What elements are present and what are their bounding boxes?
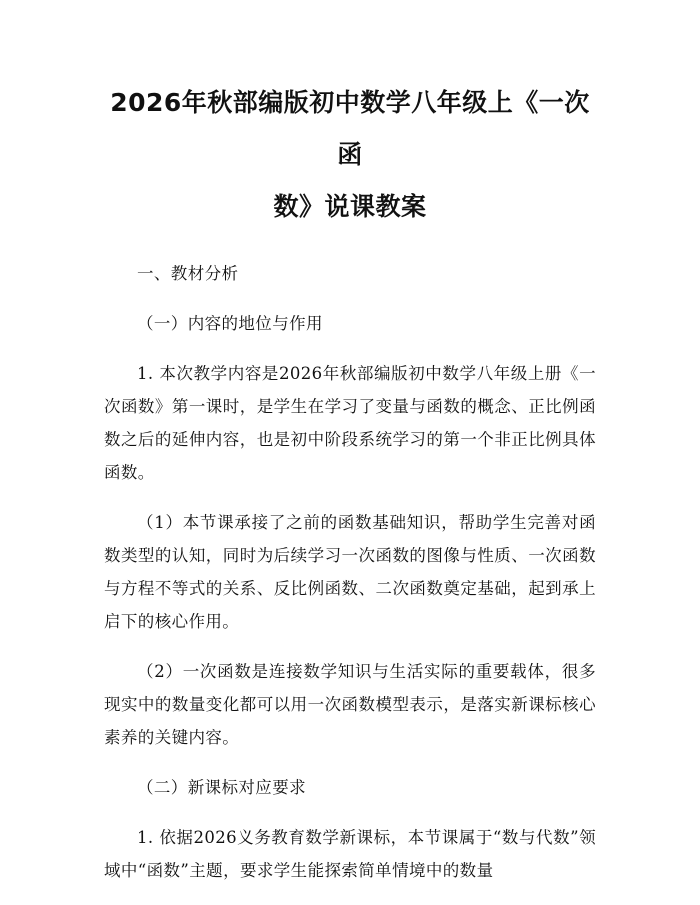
- subsection-heading-content-position: （一）内容的地位与作用: [137, 314, 323, 333]
- title-line-2: 数》说课教案: [273, 192, 427, 221]
- paragraph-point-2: （2）一次函数是连接数学知识与生活实际的重要载体，很多现实中的数量变化都可以用一次函数模型表示，是落实新课标核心素养的关键内容。: [104, 662, 596, 747]
- document-body: [104, 257, 596, 887]
- paragraph-curriculum-basis: 1. 依据2026义务教育数学新课标，本节课属于“数与代数”领域中“函数”主题，要求学生能探索简单情境中的数量: [104, 828, 596, 880]
- subsection-heading-curriculum-requirements: （二）新课标对应要求: [137, 778, 306, 797]
- section-heading-textbook-analysis: 一、教材分析: [137, 264, 239, 283]
- paragraph-point-1: （1）本节课承接了之前的函数基础知识，帮助学生完善对函数类型的认知，同时为后续学习一次函数的图像与性质、一次函数与方程不等式的关系、反比例函数、二次函数奠定基础，起到承上启下的核心作用。: [104, 513, 596, 631]
- paragraph-teaching-content: 1. 本次教学内容是2026年秋部编版初中数学八年级上册《一次函数》第一课时，是学生在学习了变量与函数的概念、正比例函数之后的延伸内容，也是初中阶段系统学习的第一个非正比例具体函数。: [104, 364, 596, 482]
- document-title: [104, 0, 596, 233]
- title-line-1: 2026年秋部编版初中数学八年级上《一次函: [110, 88, 590, 169]
